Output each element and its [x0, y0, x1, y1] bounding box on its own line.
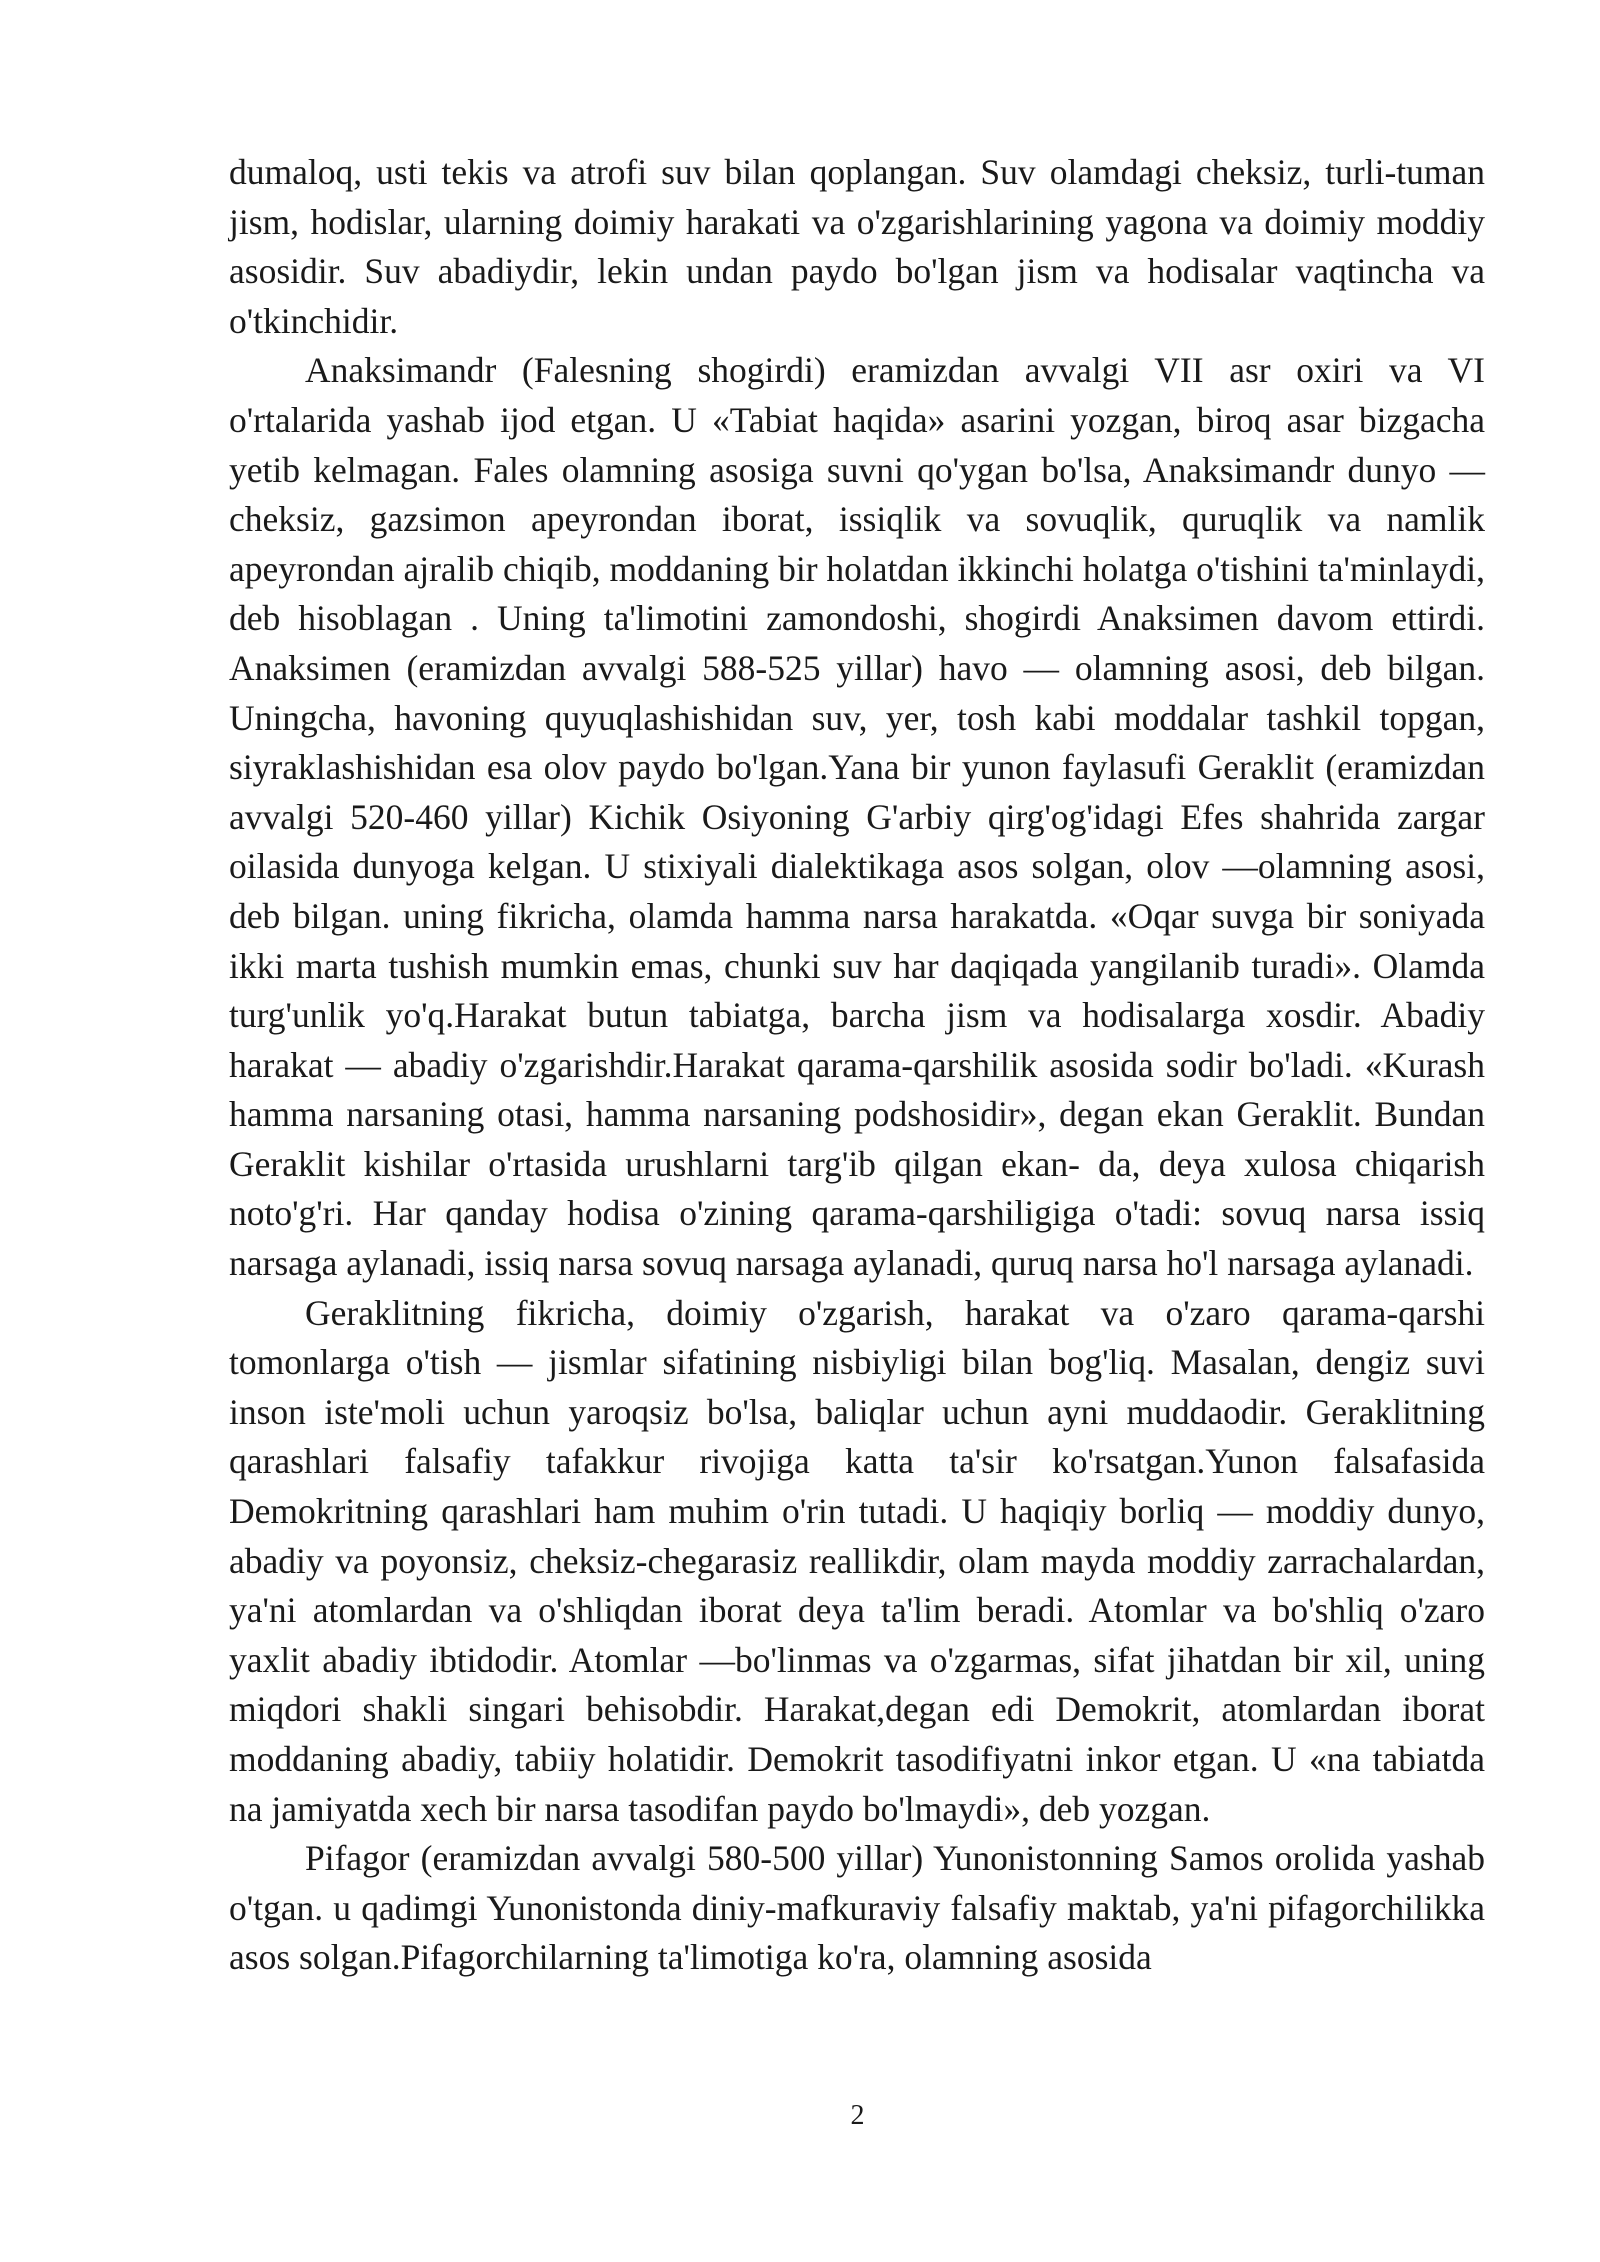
paragraph-anaksimandr: Anaksimandr (Falesning shogirdi) eramizdan avvalgi VII asr oxiri va VI o'rtalarida yashab ijod etgan. U «Tabiat haqida» asarini yozgan, biroq asar bizgacha yetib kelmagan. Fales olamning asosiga suvni qo'ygan bo'lsa, Anaksimandr dunyo — cheksiz, gazsimon apeyrondan iborat, issiqlik va sovuqlik, quruqlik va namlik apeyrondan ajralib chiqib, moddaning bir holatdan ikkinchi holatga o'tishini ta'minlaydi, deb hisoblagan . Uning ta'limotini zamondoshi, shogirdi Anaksimen davom ettirdi. Anaksimen (eramizdan avvalgi 588-525 yillar) havo — olamning asosi, deb bilgan. Uningcha, havoning quyuqlashishidan suv, yer, tosh kabi moddalar tashkil topgan, siyraklashishidan esa olov paydo bo'lgan.Yana bir yunon faylasufi Geraklit (eramizdan avvalgi 520-460 yillar) Kichik Osiyoning G'arbiy qirg'og'idagi Efes shahrida zargar oilasida dunyoga kelgan. U stixiyali dialektikaga asos solgan, olov —olamning asosi, deb bilgan. uning fikricha, olamda hamma narsa harakatda. «Oqar suvga bir soniyada ikki marta tushish mumkin emas, chunki suv har daqiqada yangilanib turadi». Olamda turg'unlik yo'q.Harakat butun tabiatga, barcha jism va hodisalarga xosdir. Abadiy harakat — abadiy o'zgarishdir.Harakat qarama-qarshilik asosida sodir bo'ladi. «Kurash hamma narsaning otasi, hamma narsaning podshosidir», degan ekan Geraklit. Bundan Geraklit kishilar o'rtasida urushlarni targ'ib qilgan ekan- da, deya xulosa chiqarish noto'g'ri. Har qanday hodisa o'zining qarama-qarshiligiga o'tadi: sovuq narsa issiq narsaga aylanadi, issiq narsa sovuq narsaga aylanadi, quruq narsa ho'l narsaga aylanadi.	[229, 350, 1486, 1284]
paragraph-geraklit: Geraklitning fikricha, doimiy o'zgarish, harakat va o'zaro qarama-qarshi tomonlarga o'tish — jismlar sifatining nisbiyligi bilan bog'liq. Masalan, dengiz suvi inson iste'moli uchun yaroqsiz bo'lsa, baliqlar uchun ayni muddaodir. Geraklitning qarashlari falsafiy tafakkur rivojiga katta ta'sir ko'rsatgan.Yunon falsafasida Demokritning qarashlari ham muhim o'rin tutadi. U haqiqiy borliq — moddiy dunyo, abadiy va poyonsiz, cheksiz-chegarasiz reallikdir, olam mayda moddiy zarrachalardan, ya'ni atomlardan va o'shliqdan iborat deya ta'lim beradi. Atomlar va bo'shliq o'zaro yaxlit abadiy ibtidodir. Atomlar —bo'linmas va o'zgarmas, sifat jihatdan bir xil, uning miqdori shakli singari behisobdir. Harakat,degan edi Demokrit, atomlardan iborat moddaning abadiy, tabiiy holatidir. Demokrit tasodifiyatni inkor etgan. U «na tabiatda na jamiyatda xech bir narsa tasodifan paydo bo'lmaydi», deb yozgan.	[229, 1292, 1485, 1829]
paragraph-continued: dumaloq, usti tekis va atrofi suv bilan qoplangan. Suv olamdagi cheksiz, turli-tuman jism, hodislar, ularning doimiy harakati va o'zgarishlarining yagona va doimiy moddiy asosidir. Suv abadiydir, lekin undan paydo bo'lgan jism va hodisalar vaqtincha va o'tkinchidir.	[229, 152, 1485, 341]
page-number: 2	[850, 2100, 865, 2131]
paragraph-pifagor: Pifagor (eramizdan avvalgi 580-500 yillar) Yunonistonning Samos orolida yashab o'tgan. u qadimgi Yunonistonda diniy-mafkuraviy falsafiy maktab, ya'ni pifagorchilikka asos solgan.Pifagorchilarning ta'limotiga ko'ra, olamning asosida	[229, 1838, 1485, 1978]
body-text	[229, 148, 1485, 1983]
